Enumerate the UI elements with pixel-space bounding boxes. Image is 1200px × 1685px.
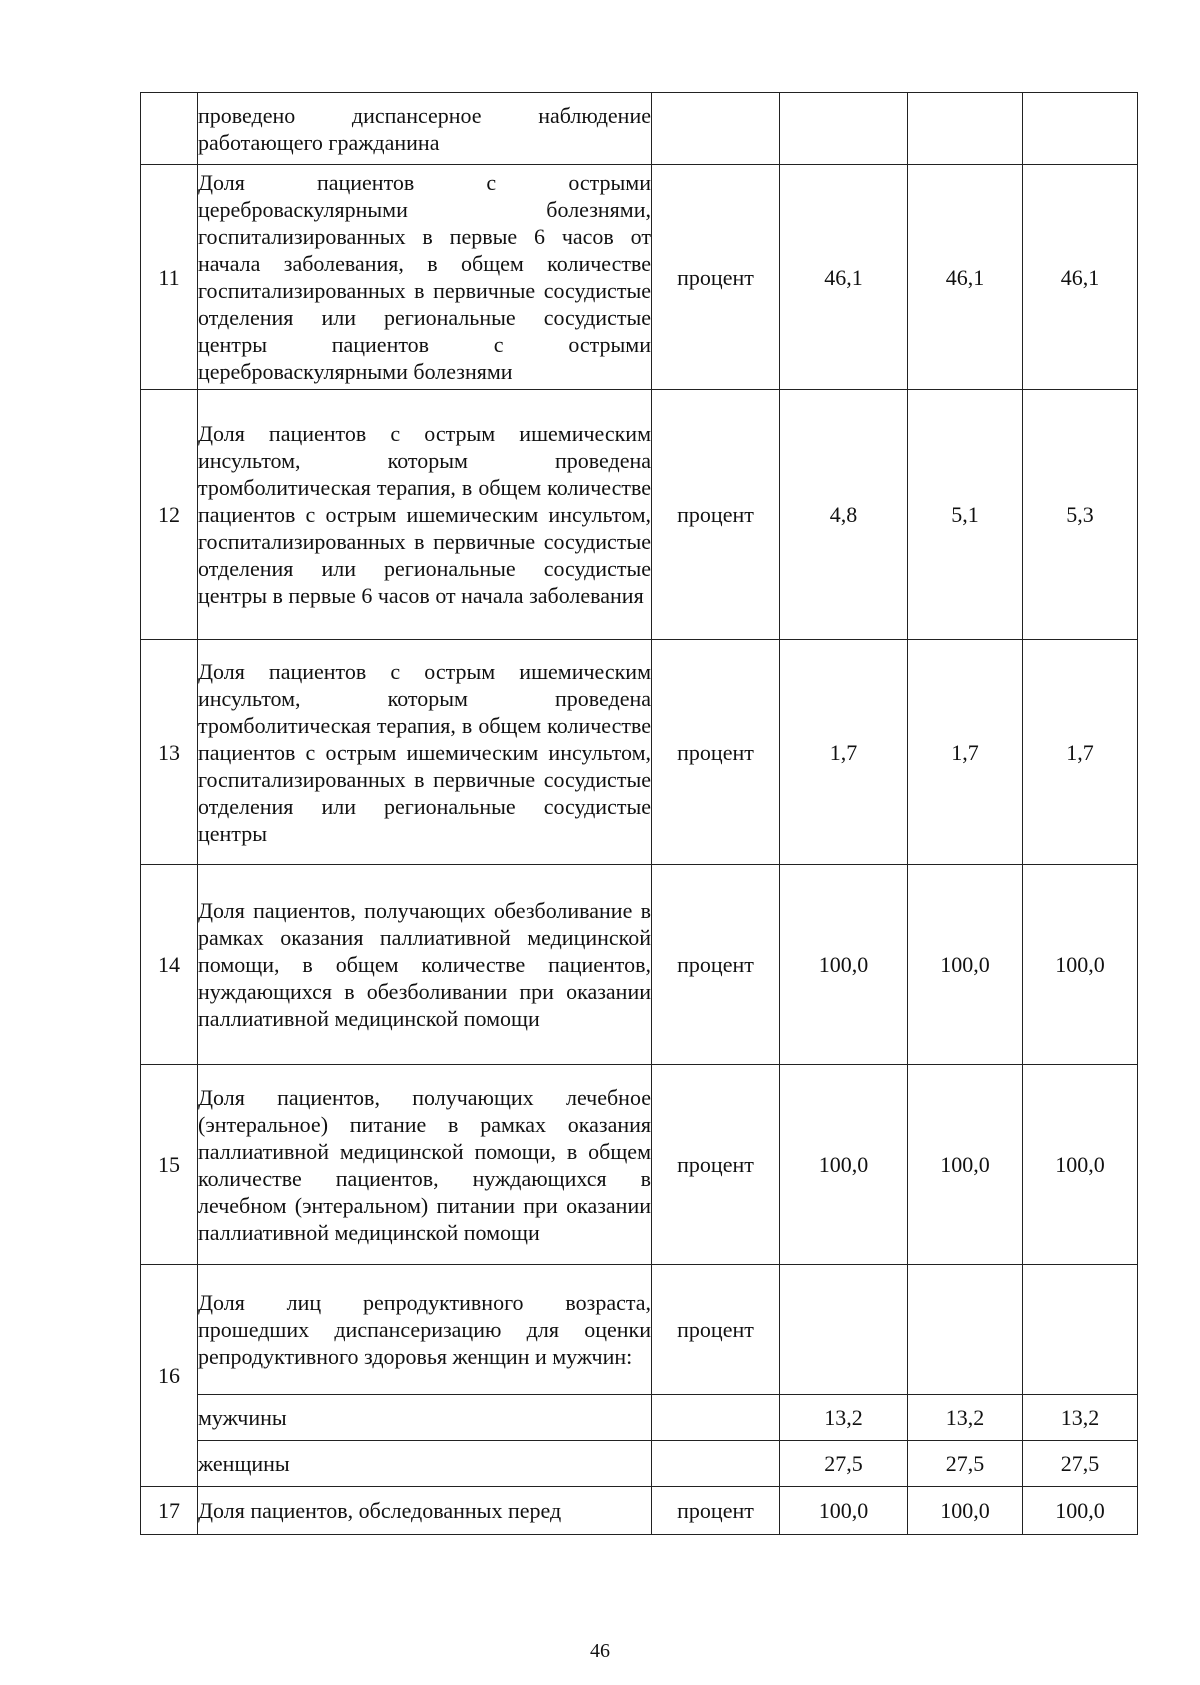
value-year-3: 27,5	[1023, 1441, 1138, 1487]
value-year-3: 100,0	[1023, 865, 1138, 1065]
table-row	[141, 865, 1138, 1065]
value-year-3: 46,1	[1023, 165, 1138, 390]
row-number: 14	[141, 865, 198, 1065]
value-year-2: 5,1	[908, 390, 1023, 640]
value-year-2: 1,7	[908, 640, 1023, 865]
value-year-1	[780, 93, 908, 165]
subgroup-label-women: женщины	[198, 1441, 652, 1487]
table-row	[141, 1441, 1138, 1487]
indicator-description: Доля пациентов, получающих лечебное (энтеральное) питание в рамках оказания паллиативной медицинской помощи, в общем количестве пациентов, нуждающихся в лечебном (энтеральном) питании при оказании паллиативной медицинской помощи	[198, 1065, 652, 1265]
table-row	[141, 390, 1138, 640]
value-year-2: 27,5	[908, 1441, 1023, 1487]
unit-cell: процент	[652, 865, 780, 1065]
value-year-3: 100,0	[1023, 1487, 1138, 1535]
value-year-3: 5,3	[1023, 390, 1138, 640]
row-number: 15	[141, 1065, 198, 1265]
indicator-description: Доля пациентов с острым ишемическим инсультом, которым проведена тромболитическая терапия, в общем количестве пациентов с острым ишемическим инсультом, госпитализированных в первичные сосудистые отделения или региональные сосудистые центры в первые 6 часов от начала заболевания	[198, 390, 652, 640]
indicator-description: Доля пациентов, получающих обезболивание в рамках оказания паллиативной медицинской помощи, в общем количестве пациентов, нуждающихся в обезболивании при оказании паллиативной медицинской помощи	[198, 865, 652, 1065]
value-year-1: 46,1	[780, 165, 908, 390]
unit-cell: процент	[652, 1265, 780, 1395]
value-year-2: 100,0	[908, 1487, 1023, 1535]
value-year-2: 13,2	[908, 1395, 1023, 1441]
value-year-1: 1,7	[780, 640, 908, 865]
row-number	[141, 93, 198, 165]
table-row	[141, 1065, 1138, 1265]
value-year-1: 100,0	[780, 1065, 908, 1265]
subgroup-label-men: мужчины	[198, 1395, 652, 1441]
table-row	[141, 1487, 1138, 1535]
value-year-2: 46,1	[908, 165, 1023, 390]
value-year-2: 100,0	[908, 865, 1023, 1065]
row-number: 12	[141, 390, 198, 640]
row-number: 13	[141, 640, 198, 865]
value-year-2: 100,0	[908, 1065, 1023, 1265]
indicators-table	[140, 92, 1138, 1535]
indicator-description: Доля лиц репродуктивного возраста, прошедших диспансеризацию для оценки репродуктивного здоровья женщин и мужчин:	[198, 1265, 652, 1395]
table-row	[141, 640, 1138, 865]
unit-cell	[652, 93, 780, 165]
value-year-1: 27,5	[780, 1441, 908, 1487]
table-row	[141, 165, 1138, 390]
unit-cell: процент	[652, 390, 780, 640]
row-number: 16	[141, 1265, 198, 1487]
unit-cell: процент	[652, 1065, 780, 1265]
indicator-description: Доля пациентов, обследованных перед	[198, 1487, 652, 1535]
indicator-description: проведено диспансерное наблюдение работающего гражданина	[198, 93, 652, 165]
unit-cell: процент	[652, 165, 780, 390]
value-year-1: 100,0	[780, 1487, 908, 1535]
value-year-3: 1,7	[1023, 640, 1138, 865]
table-row	[141, 1395, 1138, 1441]
table-row	[141, 1265, 1138, 1395]
indicator-description: Доля пациентов с острыми цереброваскулярными болезнями, госпитализированных в первые 6 часов от начала заболевания, в общем количестве госпитализированных в первичные сосудистые отделения или региональные сосудистые центры пациентов с острыми цереброваскулярными болезнями	[198, 165, 652, 390]
value-year-1: 13,2	[780, 1395, 908, 1441]
page-number: 46	[590, 1640, 610, 1662]
row-number: 11	[141, 165, 198, 390]
value-year-3: 100,0	[1023, 1065, 1138, 1265]
unit-cell: процент	[652, 1487, 780, 1535]
value-year-2	[908, 93, 1023, 165]
indicator-description: Доля пациентов с острым ишемическим инсультом, которым проведена тромболитическая терапия, в общем количестве пациентов с острым ишемическим инсультом, госпитализированных в первичные сосудистые отделения или региональные сосудистые центры	[198, 640, 652, 865]
value-year-3	[1023, 93, 1138, 165]
value-year-1: 100,0	[780, 865, 908, 1065]
value-year-3: 13,2	[1023, 1395, 1138, 1441]
value-year-1: 4,8	[780, 390, 908, 640]
row-number: 17	[141, 1487, 198, 1535]
table-row	[141, 93, 1138, 165]
unit-cell: процент	[652, 640, 780, 865]
